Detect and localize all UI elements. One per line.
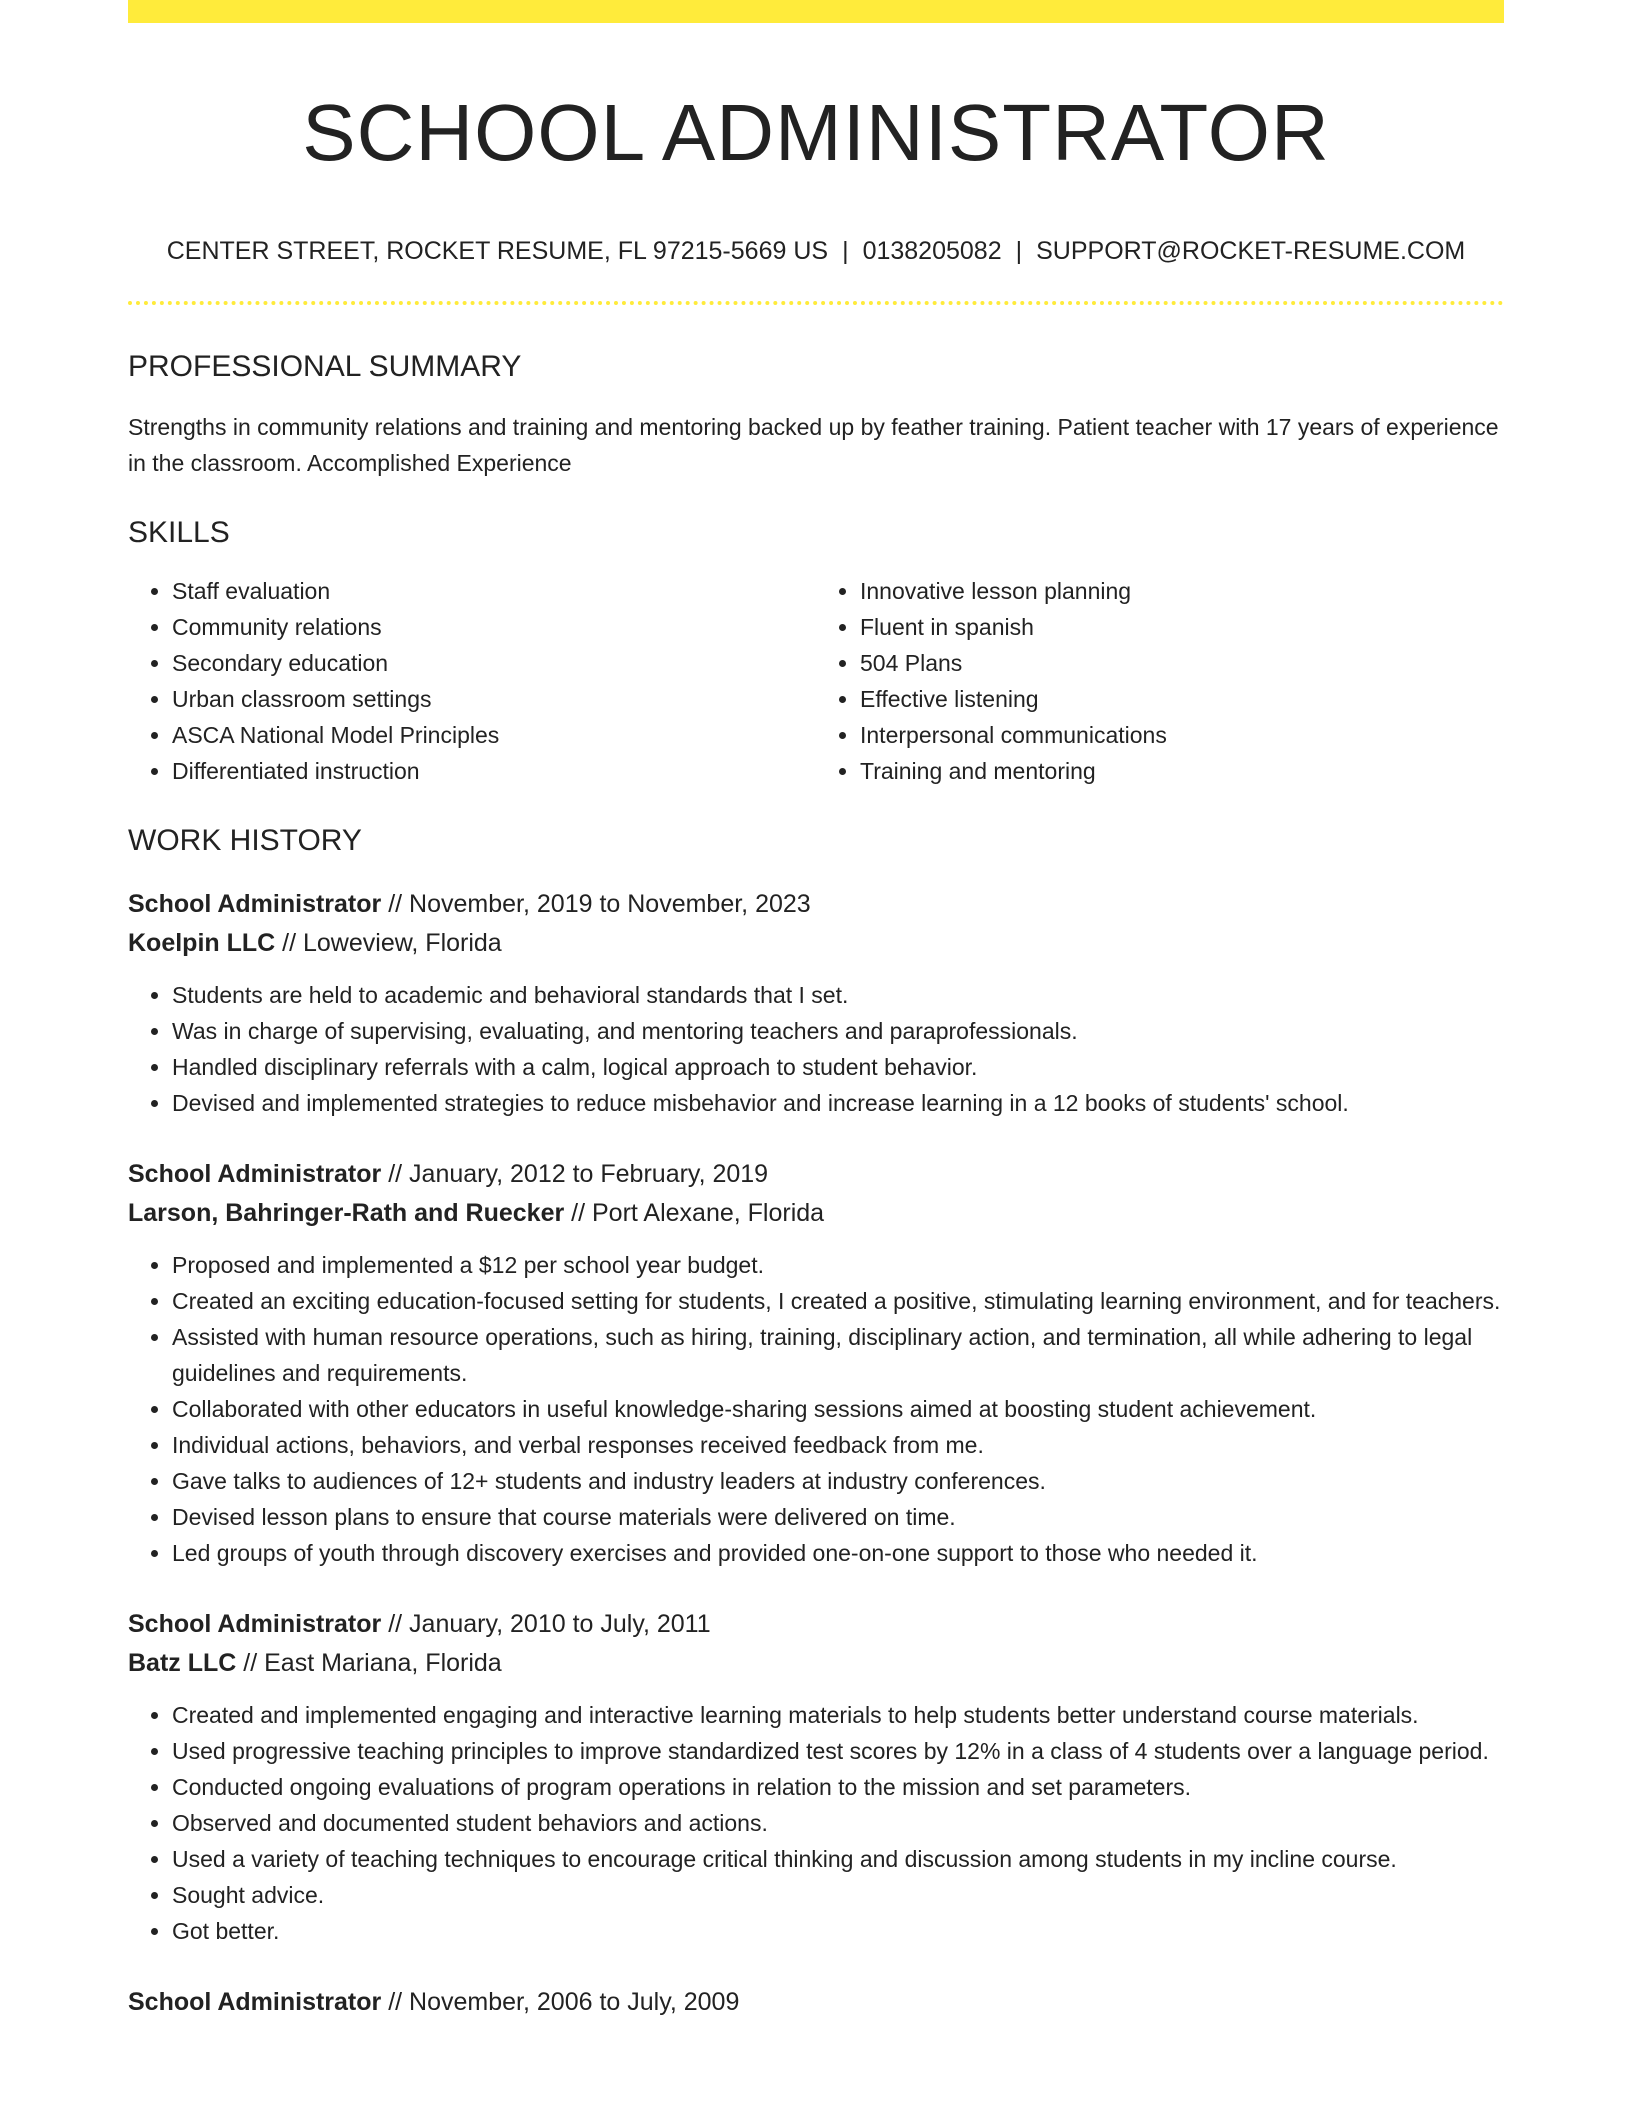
job-company: Larson, Bahringer-Rath and Ruecker [128, 1199, 565, 1227]
job-bullet: • Students are held to academic and behavioral standards that I set. [172, 977, 1504, 1013]
job-bullet: • Handled disciplinary referrals with a calm, logical approach to student behavior. [172, 1049, 1504, 1085]
dotted-divider [128, 301, 1504, 305]
job-title-line [128, 1983, 1504, 2022]
job-bullet: • Devised lesson plans to ensure that course materials were delivered on time. [172, 1499, 1504, 1535]
accent-top-bar [128, 0, 1504, 23]
job-entry [128, 1983, 1504, 2022]
skill-item: • 504 Plans [860, 645, 1504, 681]
job-company-line [128, 1644, 1504, 1683]
job-bullet: • Devised and implemented strategies to reduce misbehavior and increase learning in a 12 books of students' school. [172, 1085, 1504, 1121]
contact-phone: 0138205082 [862, 237, 1002, 265]
job-bullet: • Proposed and implemented a $12 per school year budget. [172, 1247, 1504, 1283]
job-bullet: • Led groups of youth through discovery exercises and provided one-on-one support to those who needed it. [172, 1535, 1504, 1571]
job-bullet: • Conducted ongoing evaluations of program operations in relation to the mission and set parameters. [172, 1769, 1504, 1805]
skill-item: • Community relations [172, 609, 816, 645]
job-entry [128, 885, 1504, 1121]
job-dates: // November, 2006 to July, 2009 [381, 1988, 740, 2016]
job-location: // Loweview, Florida [275, 929, 502, 957]
job-entry [128, 1605, 1504, 1949]
skill-item: • Innovative lesson planning [860, 573, 1504, 609]
contact-email: SUPPORT@ROCKET-RESUME.COM [1036, 237, 1466, 265]
job-bullet: • Used a variety of teaching techniques to encourage critical thinking and discussion among students in my incline course. [172, 1841, 1504, 1877]
job-title: School Administrator [128, 1610, 382, 1638]
contact-separator: | [842, 237, 849, 265]
job-bullet: • Individual actions, behaviors, and verbal responses received feedback from me. [172, 1427, 1504, 1463]
skill-item: • Secondary education [172, 645, 816, 681]
job-bullet: • Gave talks to audiences of 12+ students and industry leaders at industry conferences. [172, 1463, 1504, 1499]
job-company: Batz LLC [128, 1649, 237, 1677]
skills-list [128, 573, 1504, 789]
skill-item: • Fluent in spanish [860, 609, 1504, 645]
job-bullet: • Created and implemented engaging and interactive learning materials to help students better understand course materials. [172, 1697, 1504, 1733]
summary-text: Strengths in community relations and training and mentoring backed up by feather training. Patient teacher with 17 years of experience in the classroom. Accomplished Experience [128, 414, 1499, 476]
summary-heading: PROFESSIONAL SUMMARY [128, 350, 522, 383]
skills-column-right [816, 573, 1504, 789]
skill-item: • Training and mentoring [860, 753, 1504, 789]
job-title-line [128, 885, 1504, 924]
skill-item: • Staff evaluation [172, 573, 816, 609]
job-company-line [128, 924, 1504, 963]
skill-item: • Interpersonal communications [860, 717, 1504, 753]
job-dates: // January, 2010 to July, 2011 [381, 1610, 711, 1638]
contact-address: CENTER STREET, ROCKET RESUME, FL 97215-5669 US [166, 237, 829, 265]
skills-heading: SKILLS [128, 516, 230, 549]
job-entry [128, 1155, 1504, 1571]
skills-column-left [128, 573, 816, 789]
job-title-line [128, 1605, 1504, 1644]
job-dates: // November, 2019 to November, 2023 [381, 890, 811, 918]
job-company: Koelpin LLC [128, 929, 276, 957]
job-dates: // January, 2012 to February, 2019 [381, 1160, 769, 1188]
job-bullet: • Was in charge of supervising, evaluating, and mentoring teachers and paraprofessionals. [172, 1013, 1504, 1049]
job-title: School Administrator [128, 1988, 382, 2016]
skill-item: • Differentiated instruction [172, 753, 816, 789]
job-bullet: • Got better. [172, 1913, 1504, 1949]
job-location: // East Mariana, Florida [236, 1649, 502, 1677]
job-bullet: • Created an exciting education-focused setting for students, I created a positive, stimulating learning environment, and for teachers. [172, 1283, 1504, 1319]
job-title: School Administrator [128, 890, 382, 918]
job-bullets [128, 1697, 1504, 1949]
job-bullets [128, 1247, 1504, 1571]
contact-line [128, 235, 1504, 267]
job-bullet: • Assisted with human resource operations, such as hiring, training, disciplinary action, and termination, all while adhering to legal guidelines and requirements. [172, 1319, 1504, 1391]
job-company-line [128, 1194, 1504, 1233]
job-title: School Administrator [128, 1160, 382, 1188]
skill-item: • Urban classroom settings [172, 681, 816, 717]
contact-separator: | [1015, 237, 1023, 265]
job-bullet: • Sought advice. [172, 1877, 1504, 1913]
skill-item: • ASCA National Model Principles [172, 717, 816, 753]
job-bullet: • Observed and documented student behaviors and actions. [172, 1805, 1504, 1841]
resume-name: SCHOOL ADMINISTRATOR [302, 88, 1330, 177]
job-bullets [128, 977, 1504, 1121]
job-location: // Port Alexane, Florida [564, 1199, 825, 1227]
job-bullet: • Used progressive teaching principles to improve standardized test scores by 12% in a class of 4 students over a language period. [172, 1733, 1504, 1769]
job-title-line [128, 1155, 1504, 1194]
job-bullet: • Collaborated with other educators in useful knowledge-sharing sessions aimed at boosting student achievement. [172, 1391, 1504, 1427]
work-history-heading: WORK HISTORY [128, 824, 362, 857]
skill-item: • Effective listening [860, 681, 1504, 717]
resume-page [128, 0, 1504, 2112]
